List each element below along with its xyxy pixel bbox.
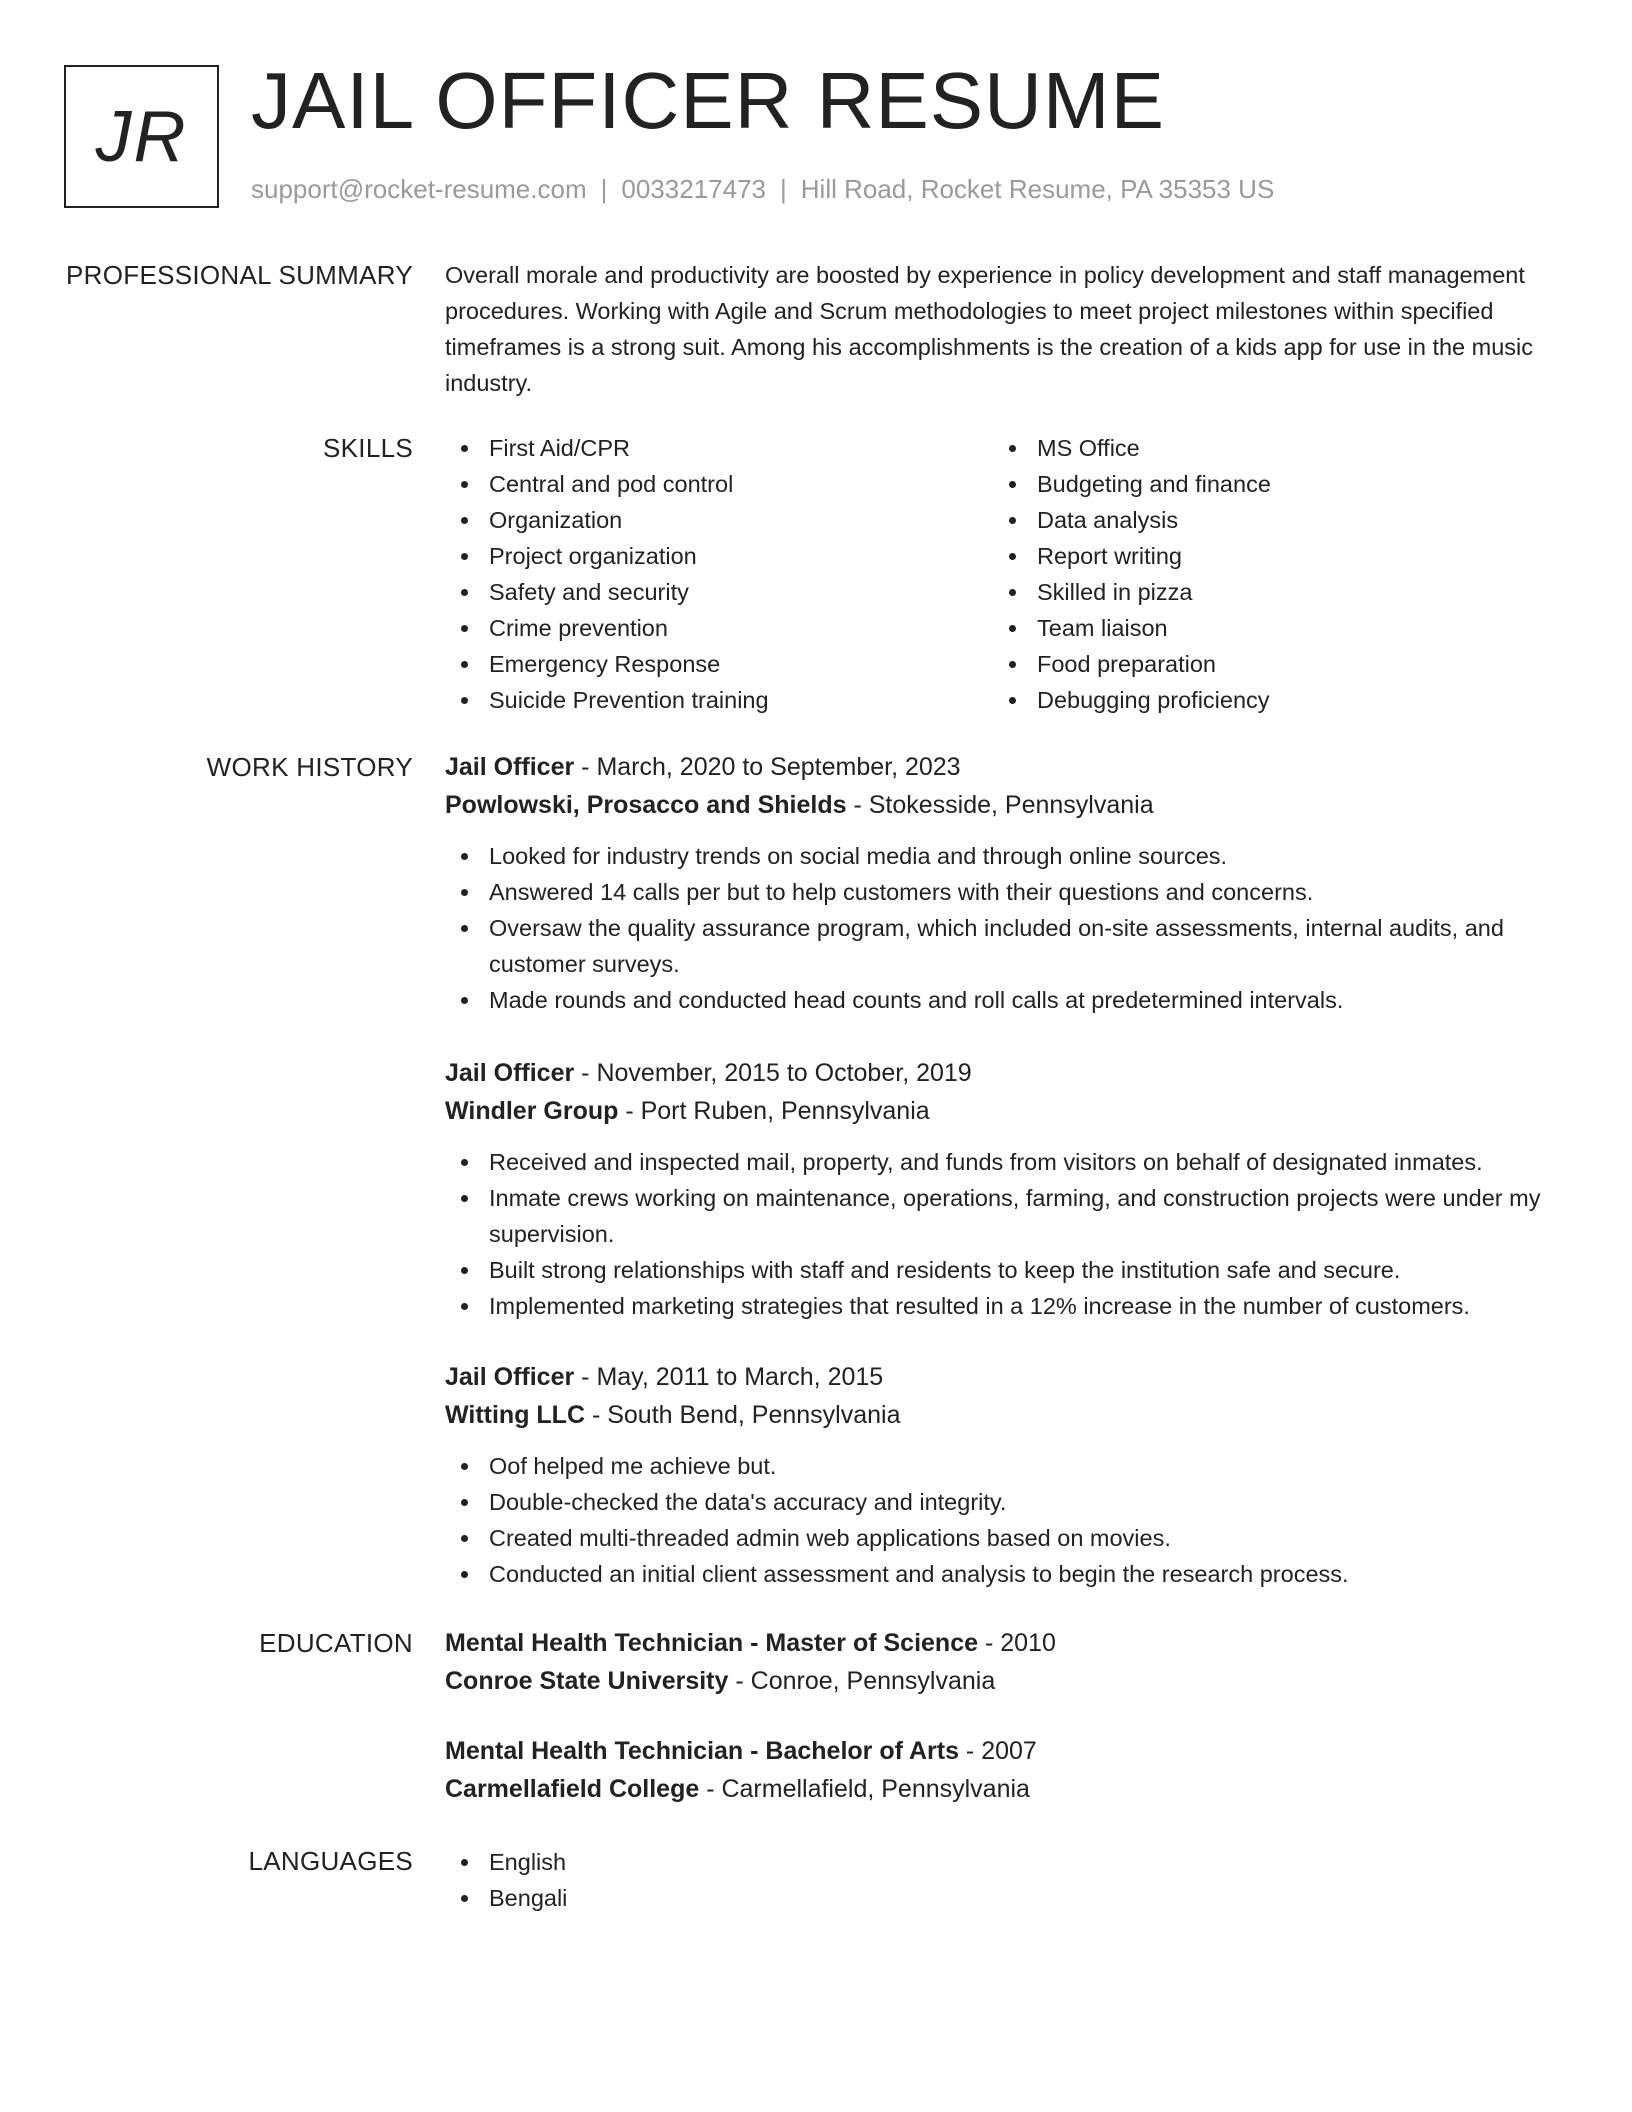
job-company-line	[445, 786, 1565, 824]
skill-item: Data analysis	[993, 502, 1541, 538]
job-dates: - March, 2020 to September, 2023	[574, 753, 961, 781]
job-title: Jail Officer	[445, 1363, 575, 1391]
job-entry	[445, 748, 1565, 1018]
job-entry	[445, 1358, 1565, 1592]
education-entry	[445, 1732, 1565, 1808]
section-label-skills: SKILLS	[323, 433, 413, 463]
language-item: English	[445, 1844, 1565, 1880]
education-school: Carmellafield College	[445, 1775, 700, 1803]
skill-item: Central and pod control	[445, 466, 993, 502]
languages-list	[445, 1844, 1565, 1916]
job-duty: Built strong relationships with staff and residents to keep the institution safe and secure.	[445, 1252, 1565, 1288]
education-degree-line	[445, 1732, 1565, 1770]
job-duty: Double-checked the data's accuracy and integrity.	[445, 1484, 1565, 1520]
section-label-work-history: WORK HISTORY	[206, 752, 413, 782]
skill-item: Team liaison	[993, 610, 1541, 646]
skill-item: Organization	[445, 502, 993, 538]
skill-item: Budgeting and finance	[993, 466, 1541, 502]
job-company: Witting LLC	[445, 1401, 586, 1429]
skills-list-left	[445, 430, 993, 718]
education-location: - Carmellafield, Pennsylvania	[699, 1775, 1030, 1803]
job-location: - South Bend, Pennsylvania	[585, 1401, 901, 1429]
skill-item: Suicide Prevention training	[445, 682, 993, 718]
initials-monogram: JR	[64, 65, 219, 208]
section-label-languages: LANGUAGES	[248, 1846, 413, 1876]
skill-item: Report writing	[993, 538, 1541, 574]
contact-separator: |	[600, 174, 608, 204]
education-school-line	[445, 1662, 1565, 1700]
skill-item: Emergency Response	[445, 646, 993, 682]
education-year: - 2010	[978, 1629, 1056, 1657]
job-duties-list	[445, 1144, 1565, 1324]
education-school: Conroe State University	[445, 1667, 729, 1695]
contact-phone: 0033217473	[621, 174, 766, 204]
job-duties-list	[445, 1448, 1565, 1592]
job-duty: Answered 14 calls per but to help customers with their questions and concerns.	[445, 874, 1565, 910]
education-school-line	[445, 1770, 1565, 1808]
section-label-summary: PROFESSIONAL SUMMARY	[66, 260, 413, 290]
job-title-line	[445, 1054, 1565, 1092]
job-duty: Oversaw the quality assurance program, which included on-site assessments, internal audits, and customer surveys.	[445, 910, 1565, 982]
skill-item: Skilled in pizza	[993, 574, 1541, 610]
job-duty: Implemented marketing strategies that resulted in a 12% increase in the number of customers.	[445, 1288, 1565, 1324]
job-duty: Looked for industry trends on social media and through online sources.	[445, 838, 1565, 874]
education-degree-line	[445, 1624, 1565, 1662]
job-location: - Port Ruben, Pennsylvania	[618, 1097, 930, 1125]
skills-list-right	[993, 430, 1541, 718]
job-company: Powlowski, Prosacco and Shields	[445, 791, 847, 819]
section-label-education: EDUCATION	[259, 1628, 413, 1658]
skill-item: Crime prevention	[445, 610, 993, 646]
job-company: Windler Group	[445, 1097, 619, 1125]
skill-item: Debugging proficiency	[993, 682, 1541, 718]
job-dates: - November, 2015 to October, 2019	[574, 1059, 972, 1087]
skill-item: Food preparation	[993, 646, 1541, 682]
job-duty: Created multi-threaded admin web applications based on movies.	[445, 1520, 1565, 1556]
education-degree: Mental Health Technician - Bachelor of Arts	[445, 1737, 959, 1765]
job-location: - Stokesside, Pennsylvania	[846, 791, 1154, 819]
contact-line	[251, 174, 1274, 204]
job-duty: Oof helped me achieve but.	[445, 1448, 1565, 1484]
job-company-line	[445, 1092, 1565, 1130]
contact-address: Hill Road, Rocket Resume, PA 35353 US	[800, 174, 1275, 204]
job-title: Jail Officer	[445, 753, 575, 781]
job-title: Jail Officer	[445, 1059, 575, 1087]
resume-title: JAIL OFFICER RESUME	[251, 56, 1165, 145]
job-title-line	[445, 1358, 1565, 1396]
skill-item: First Aid/CPR	[445, 430, 993, 466]
job-duties-list	[445, 838, 1565, 1018]
skill-item: Project organization	[445, 538, 993, 574]
job-duty: Received and inspected mail, property, and funds from visitors on behalf of designated inmates.	[445, 1144, 1565, 1180]
skill-item: MS Office	[993, 430, 1541, 466]
job-dates: - May, 2011 to March, 2015	[574, 1363, 884, 1391]
job-entry	[445, 1054, 1565, 1324]
contact-separator: |	[780, 174, 787, 204]
skill-item: Safety and security	[445, 574, 993, 610]
job-duty: Conducted an initial client assessment and analysis to begin the research process.	[445, 1556, 1565, 1592]
education-entry	[445, 1624, 1565, 1700]
contact-email[interactable]: support@rocket-resume.com	[251, 174, 587, 204]
education-degree: Mental Health Technician - Master of Science	[445, 1629, 979, 1657]
summary-text: Overall morale and productivity are boosted by experience in policy development and staff management procedures. Working with Agile and Scrum methodologies to meet project milestones within specified timeframes is a strong suit. Among his accomplishments is the creation of a kids app for use in the music industry.	[445, 262, 1534, 396]
language-item: Bengali	[445, 1880, 1565, 1916]
education-location: - Conroe, Pennsylvania	[728, 1667, 996, 1695]
job-title-line	[445, 748, 1565, 786]
job-duty: Made rounds and conducted head counts and roll calls at predetermined intervals.	[445, 982, 1565, 1018]
job-duty: Inmate crews working on maintenance, operations, farming, and construction projects were under my supervision.	[445, 1180, 1565, 1252]
job-company-line	[445, 1396, 1565, 1434]
education-year: - 2007	[958, 1737, 1037, 1765]
